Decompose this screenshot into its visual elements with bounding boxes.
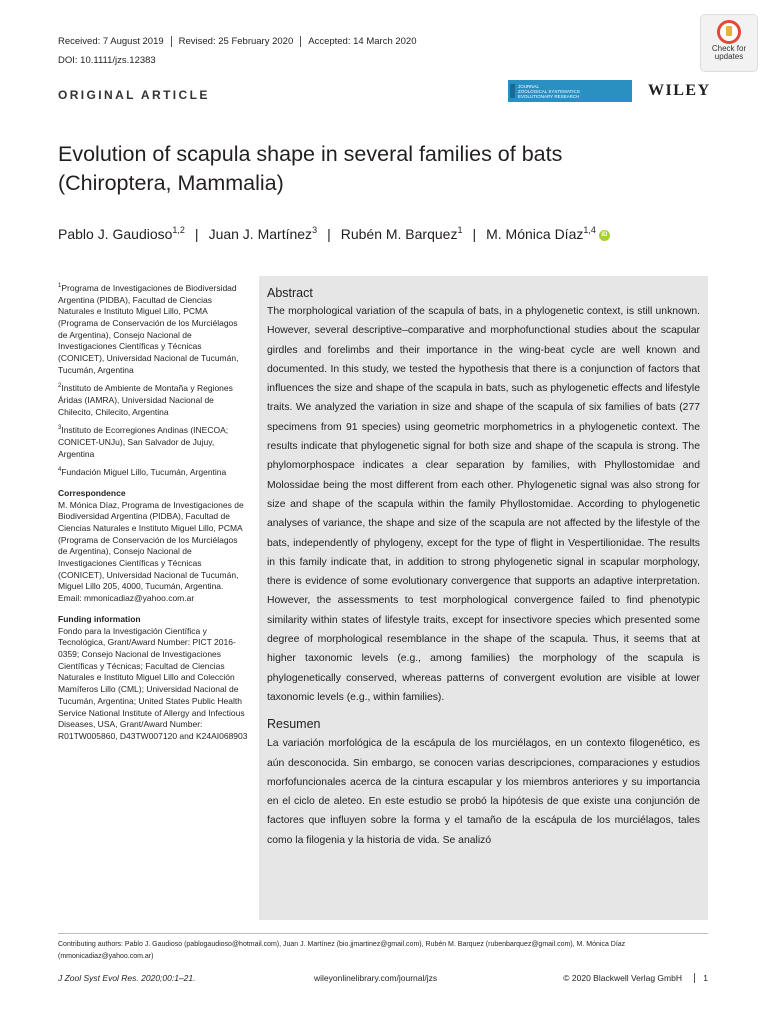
- journal-logo: [508, 80, 632, 102]
- page-number: 1: [694, 973, 708, 983]
- journal-url[interactable]: wileyonlinelibrary.com/journal/jzs: [314, 973, 438, 983]
- author-separator: |: [327, 226, 331, 242]
- abstract-text: The morphological variation of the scapula of bats, in a phylogenetic context, is still unknown. However, several descriptive–comparative and morphofunctional studies about the scapular girdles and forelimbs and their importance in the wing-beat cycle are well known and documented. In this study, we tested the hypothesis that there is a conjunction of factors that influences the size and shape of the scapula in bats, such as phylogenetic effects and lifestyle traits. We analyzed the variation in size and shape of the scapula of six families of bats (277 specimens from 91 species) using geometric morphometrics in a phylogenetic context. The results indicate that phylogenetic signal for both size and shape of the scapula is strong. The phylomorphospace indicates a clear separation by families, with Phyllostomidae and Molossidae being the most different from each other. Phylogenetic signal was also strong for size and shape of the scapula within the family Phyllostomidae. According to phylogenetic analyses of variance, the shape and size of the scapula are not affected by the lifestyle of the bats, independently of phylogeny, except for the type of flight in Vespertilionidae. The results in this family indicate that, in addition to strong phylogenetic signal in scapular morphology, there is evidence of some evolutionary convergence that supports an adaptive interpretation. However, the assessments to test morphological convergence failed to find phenotypic similarity within states of lifestyle traits, except for insectivore species which presented some degree of morphological resemblance in the shape of the scapula. Thus, it seems that at higher taxonomic levels (e.g., among families) the morphology of the scapula is phylogenetically conserved, whereas patterns of convergent evolution are visible at lower taxonomic levels (e.g., within families).: [267, 306, 700, 703]
- accepted-date: Accepted: 14 March 2020: [300, 36, 423, 47]
- funding-heading: Funding information: [58, 613, 141, 624]
- affiliation: [58, 281, 248, 376]
- left-column: [58, 281, 248, 743]
- correspondence-text: M. Mónica Díaz, Programa de Investigaciones de Biodiversidad Argentina (PIDBA), Facultad de Ciencias Naturales e Instituto Miguel Lillo, PCMA (Programa de Conservación de los Murciélagos de Argentina), Consejo Nacional de Investigaciones Científicas y Técnicas (CONICET), Universidad Nacional de Tucumán, Miguel Lillo 205, 4000, Tucumán, Argentina.: [58, 499, 244, 592]
- affiliation-text: Fundación Miguel Lillo, Tucumán, Argentina: [61, 467, 227, 478]
- author-separator: |: [472, 226, 477, 242]
- article-title: [58, 140, 658, 198]
- affiliation: [58, 465, 248, 479]
- author-name: M. Mónica Díaz: [486, 226, 584, 242]
- author-affiliation-sup: 3: [312, 225, 318, 235]
- contributing-authors: Contributing authors: Pablo J. Gaudioso (pablogaudioso@hotmail.com), Juan J. Martínez (bio.jjmartinez@gmail.com), Rubén M. Barquez (rubenbarquez@gmail.com), M. Mónica Díaz (mmonicadiaz@yahoo.com.ar): [58, 941, 626, 960]
- resumen-text: La variación morfológica de la escápula de los murciélagos, en un contexto filogenético, es aún desconocida. Sin embargo, se conocen varias descripciones, comparaciones y estudios morfofuncionales acerca de la cintura escapular y los miembros anteriores y su importancia en el ciclo de aleteo. En este estudio se probó la hipótesis de que existe una conjunción de factores que influyen sobre la forma y el tamaño de la escápula de los murciélagos, tales como la filogenia y la historia de vida. Se analizó: [267, 738, 700, 846]
- journal-logo-line: JOURNAL: [518, 84, 540, 89]
- bookmark-icon: [717, 20, 741, 44]
- publisher-logo: WILEY: [648, 82, 711, 99]
- affiliation-text: Programa de Investigaciones de Biodiversidad Argentina (PIDBA), Facultad de Ciencias Naturales e Instituto Miguel Lillo, PCMA (Programa de Conservación de los Murciélagos de Argentina), Consejo Nacional de Investigaciones Científicas y Técnicas (CONICET), Universidad Nacional de Tucumán, Tucumán, Argentina: [58, 282, 239, 375]
- check-for-updates-badge[interactable]: [700, 14, 758, 72]
- title-line-1: Evolution of scapula shape in several families of bats: [58, 142, 563, 166]
- affiliation-sup: 2: [58, 383, 62, 390]
- revised-date: Revised: 25 February 2020: [171, 36, 301, 47]
- badge-line-1: Check for: [711, 44, 747, 53]
- received-date: Received: 7 August 2019: [58, 36, 164, 47]
- author-separator: |: [194, 226, 199, 242]
- affiliation: [58, 381, 248, 418]
- author-affiliation-sup: 1: [457, 225, 463, 235]
- author-name: Rubén M. Barquez: [340, 226, 458, 242]
- affiliation-sup: 3: [58, 425, 62, 432]
- author-name: Pablo J. Gaudioso: [58, 226, 173, 242]
- page-footer: [58, 973, 708, 987]
- abstract-box: [259, 276, 708, 920]
- article-type: ORIGINAL ARTICLE: [58, 88, 210, 102]
- author[interactable]: [209, 226, 318, 242]
- title-line-2: (Chiroptera, Mammalia): [58, 171, 284, 195]
- correspondence-email[interactable]: Email: mmonicadiaz@yahoo.com.ar: [58, 593, 195, 604]
- author-affiliation-sup: 1,4: [583, 225, 596, 235]
- journal-logo-line: ZOOLOGICAL SYSTEMATICS: [518, 89, 580, 94]
- affiliation-sup: 1: [58, 283, 62, 289]
- resumen-heading: Resumen: [267, 717, 321, 732]
- affiliation: [58, 423, 248, 460]
- funding-text: Fondo para la Investigación Científica y Tecnológica, Grant/Award Number: PICT 2016-0359; Consejo Nacional de Investigaciones Científicas y Técnicas; Facultad de Ciencias Naturales e Instituto Miguel Lillo and Colección Mamíferos Lillo (CML); Universidad Nacional de Tucumán, Argentina; United States Public Health Service National Institute of Allergy and Infectious Diseases, USA, Grant/Award Number: R01TW005860, D43TW007120 and K24AI068903: [58, 625, 248, 741]
- copyright: © 2020 Blackwell Verlag GmbH: [563, 973, 682, 983]
- journal-citation: J Zool Syst Evol Res. 2020;00:1–21.: [58, 973, 196, 983]
- author-affiliation-sup: 1,2: [172, 225, 185, 235]
- doi[interactable]: DOI: 10.1111/jzs.12383: [58, 55, 156, 66]
- author[interactable]: [486, 226, 596, 242]
- footnote-divider: [58, 933, 708, 934]
- author-name: Juan J. Martínez: [208, 226, 313, 242]
- orcid-icon[interactable]: iD: [599, 230, 610, 241]
- journal-logo-line: EVOLUTIONARY RESEARCH: [518, 94, 580, 99]
- affiliation-text: Instituto de Ambiente de Montaña y Regiones Áridas (IAMRA), Universidad Nacional de Chilecito, Chilecito, Argentina: [58, 383, 233, 417]
- abstract-heading: Abstract: [267, 286, 313, 300]
- history-dates: [58, 36, 424, 47]
- author[interactable]: [58, 226, 185, 242]
- affiliation-text: Instituto de Ecorregiones Andinas (INECOA; CONICET-UNJu), San Salvador de Jujuy, Argentina: [58, 425, 229, 459]
- author-list: [58, 226, 610, 242]
- affiliation-sup: 4: [58, 467, 62, 474]
- author[interactable]: [341, 226, 463, 242]
- badge-line-2: updates: [714, 52, 744, 61]
- correspondence-heading: Correspondence: [58, 487, 126, 498]
